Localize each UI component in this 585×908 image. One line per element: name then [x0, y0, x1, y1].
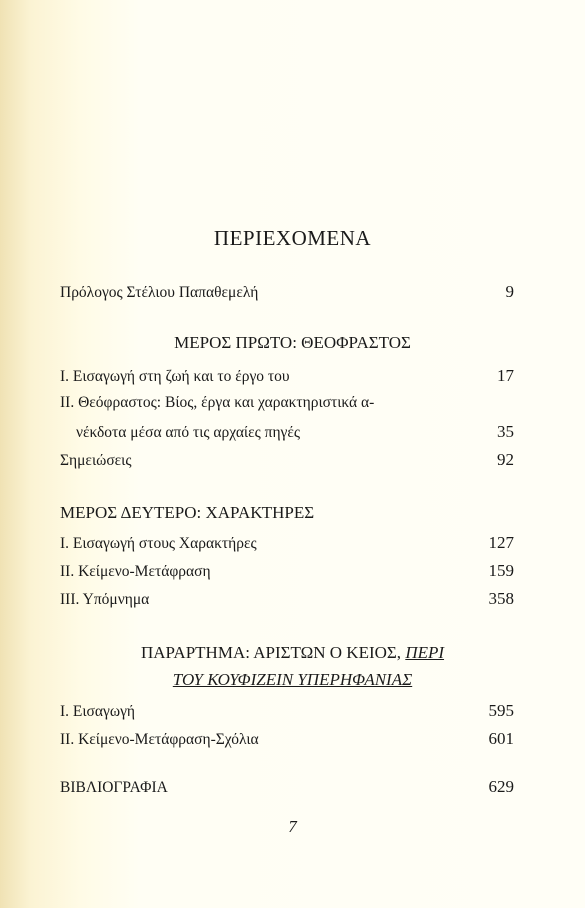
- toc-entry: [60, 366, 514, 386]
- toc-entry-label: Σημειώσεις: [60, 452, 132, 469]
- toc-entry-page: 9: [505, 282, 514, 301]
- appendix-heading-line1: [0, 643, 585, 663]
- appendix-heading-line2: [0, 670, 585, 690]
- part2-heading: ΜΕΡΟΣ ΔΕΥΤΕΡΟ: ΧΑΡΑΚΤΗΡΕΣ: [60, 503, 315, 522]
- toc-entry-label: ΒΙΒΛΙΟΓΡΑΦΙΑ: [60, 779, 168, 796]
- toc-entry-page: 35: [497, 422, 514, 441]
- toc-entry-page: 92: [497, 450, 514, 469]
- appendix-heading-italic: ΠΕΡΙ: [405, 643, 445, 662]
- toc-entry-label: Ι. Εισαγωγή στους Χαρακτήρες: [60, 535, 257, 552]
- toc-entry: [60, 533, 514, 553]
- page-title: ΠΕΡΙΕΧΟΜΕΝΑ: [213, 226, 372, 250]
- toc-entry-page: 595: [488, 701, 514, 720]
- toc-entry-prologue: [60, 282, 514, 302]
- toc-entry-page: 601: [488, 729, 514, 748]
- appendix-heading-italic: ΤΟΥ ΚΟΥΦΙΖΕΙΝ ΥΠΕΡΗΦΑΝΙΑΣ: [172, 670, 413, 689]
- toc-entry-page: 17: [497, 366, 514, 385]
- toc-entry-label: νέκδοτα μέσα από τις αρχαίες πηγές: [76, 424, 301, 441]
- toc-entry-page: 127: [488, 533, 514, 552]
- toc-entry-label: Πρόλογος Στέλιου Παπαθεμελή: [60, 284, 259, 301]
- toc-entry: [60, 561, 514, 581]
- toc-entry-page: 159: [488, 561, 514, 580]
- toc-entry-label: Ι. Εισαγωγή στη ζωή και το έργο του: [60, 368, 290, 385]
- page-number: 7: [288, 817, 297, 836]
- toc-entry: [60, 589, 514, 609]
- toc-entry: [60, 450, 514, 470]
- toc-entry-label: ΙΙ. Κείμενο-Μετάφραση: [60, 563, 211, 580]
- toc-entry: [60, 729, 514, 749]
- toc-entry-label: ΙΙ. Κείμενο-Μετάφραση-Σχόλια: [60, 731, 259, 748]
- toc-entry-label: Ι. Εισαγωγή: [60, 703, 136, 720]
- toc-entry-bibliography: [60, 777, 514, 797]
- toc-entry-page: 629: [488, 777, 514, 796]
- toc-entry-label: ΙΙΙ. Υπόμνημα: [60, 591, 150, 608]
- appendix-heading-text: ΠΑΡΑΡΤΗΜΑ: ΑΡΙΣΤΩΝ Ο ΚΕΙΟΣ,: [140, 643, 406, 662]
- part1-heading: ΜΕΡΟΣ ΠΡΩΤΟ: ΘΕΟΦΡΑΣΤΟΣ: [174, 333, 411, 352]
- toc-entry-continuation: [76, 422, 514, 442]
- toc-entry-label: ΙΙ. Θεόφραστος: Βίος, έργα και χαρακτηριστικά α-: [60, 394, 375, 411]
- toc-entry: [60, 394, 514, 412]
- toc-entry-page: 358: [488, 589, 514, 608]
- toc-entry: [60, 701, 514, 721]
